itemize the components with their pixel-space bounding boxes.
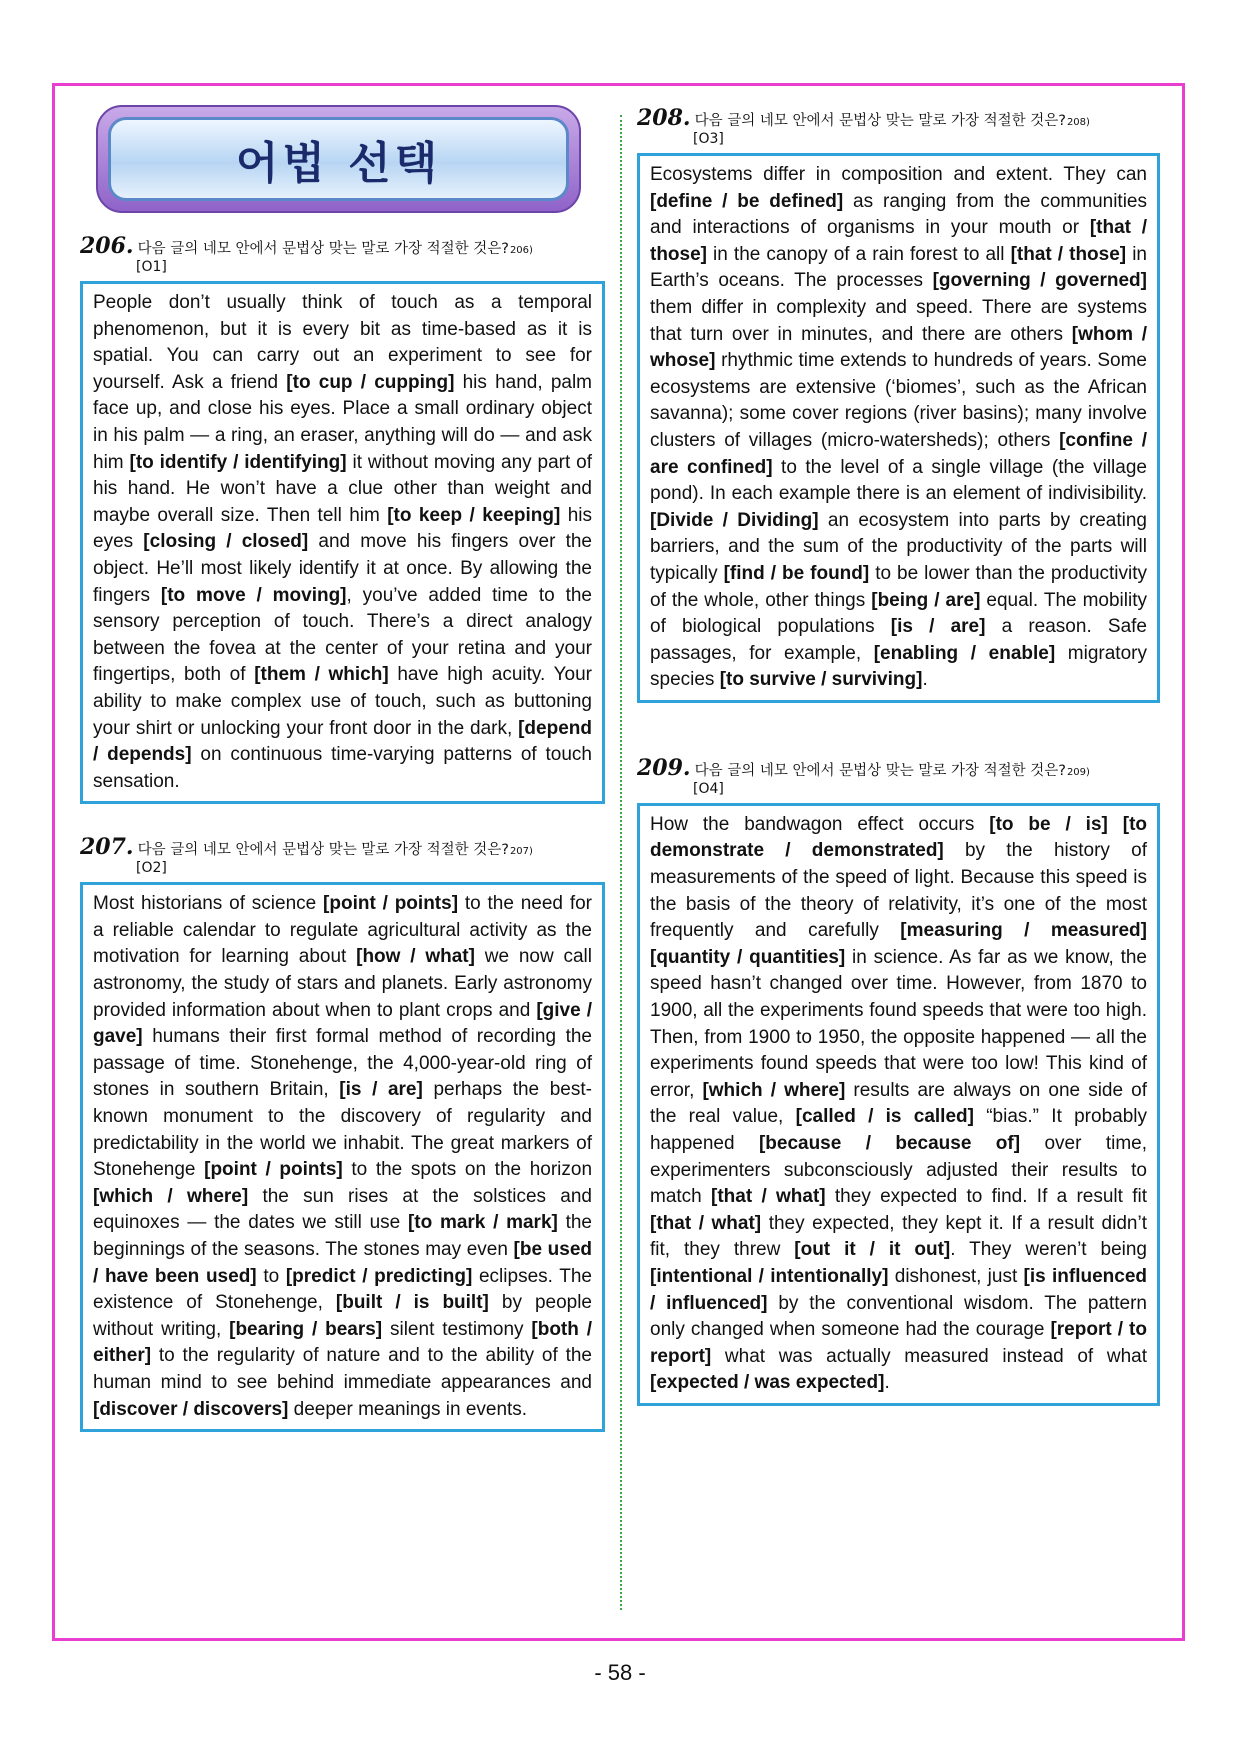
grammar-choice: [is / are]	[339, 1079, 423, 1101]
question-code: [O2]	[136, 860, 167, 877]
passage-text: what was actually measured instead of what	[711, 1345, 1147, 1367]
grammar-choice: [is influenced / influenced]	[650, 1265, 1148, 1314]
question-prompt: 다음 글의 네모 안에서 문법상 맞는 말로 가장 적절한 것은?	[694, 762, 1066, 779]
grammar-choice: [bearing / bears]	[229, 1318, 383, 1340]
passage-text: rhythmic time extends to hundreds of years. Some ecosystems are extensive (‘biomes’, such as the African savanna); some cover regions (river basins); many involve clusters of villages (micro-watersheds); others	[650, 350, 1147, 451]
grammar-choice: [built / is built]	[335, 1292, 489, 1314]
grammar-choice: [to be / is] [to demonstrate / demonstrated]	[650, 813, 1147, 862]
passage-text: silent testimony	[382, 1318, 532, 1340]
passage-text: an ecosystem into parts by creating barriers, and the sum of the productivity of the parts will typically	[650, 509, 1148, 584]
grammar-choice: [define / be defined]	[650, 190, 844, 212]
passage-text: as ranging from the communities and interactions of organisms in your mouth or	[650, 190, 1148, 239]
passage-text: equal. The mobility of biological populations	[650, 589, 1148, 638]
passage-text: People don’t usually think of touch as a temporal phenomenon, but it is every bit as time-based as it is spatial. You can carry out an experiment to see for yourself. Ask a friend	[93, 292, 592, 393]
question-number: 206.	[80, 233, 134, 259]
grammar-choice: [to move / moving]	[160, 584, 347, 606]
footnote-ref: 208)	[1066, 117, 1090, 128]
passage-text: they expected, they kept it. If a result didn’t fit, they threw	[650, 1212, 1147, 1261]
grammar-choice: [being / are]	[871, 589, 981, 611]
question-number: 208.	[637, 105, 691, 131]
passage-text: “bias.” It probably happened	[650, 1106, 1147, 1154]
passage-text: on continuous time-varying patterns of touch sensation.	[93, 744, 592, 792]
question-prompt: 다음 글의 네모 안에서 문법상 맞는 말로 가장 적절한 것은?	[137, 842, 509, 859]
question-prompt: 다음 글의 네모 안에서 문법상 맞는 말로 가장 적절한 것은?	[137, 241, 509, 257]
grammar-choice: [intentional / intentionally]	[650, 1265, 889, 1287]
question-207	[80, 834, 605, 1432]
question-209	[637, 755, 1160, 1406]
passage-text: have high acuity. Your ability to make complex use of touch, such as buttoning your shirt or unlocking your front door in the dark,	[93, 664, 592, 739]
grammar-choice: [is / are]	[890, 616, 986, 638]
grammar-choice: [to survive / surviving]	[719, 669, 923, 691]
passage-text: Ecosystems differ in composition and extent. They can	[650, 164, 1147, 185]
passage-text: humans their first formal method of recording the passage of time. Stonehenge, the 4,000-year-old ring of stones in southern Britain,	[93, 1026, 592, 1101]
passage-box	[637, 153, 1160, 703]
grammar-choice: [depend / depends]	[93, 717, 592, 766]
grammar-choice: [to mark / mark]	[407, 1212, 558, 1234]
grammar-choice: [out it / it out]	[794, 1239, 951, 1261]
passage-text: perhaps the best-known monument to the discovery of regularity and predictability in the world we inhabit. The great markers of Stonehenge	[93, 1079, 592, 1181]
passage-text: them differ in complexity and speed. There are systems that turn over in minutes, and there are others	[650, 296, 1147, 345]
question-206	[80, 233, 605, 804]
passage-text: a reason. Safe passages, for example,	[650, 616, 1147, 664]
grammar-choice: [confine / are confined]	[650, 429, 1147, 478]
passage-text: results are always on one side of the real value,	[650, 1079, 1147, 1128]
passage-text: over time, experimenters subconsciously adjusted their results to match	[650, 1133, 1147, 1208]
passage-text: , you’ve added time to the sensory perception of touch. There’s a direct analogy between the fovea at the center of your retina and your fingertips, both of	[93, 584, 592, 686]
passage-text: by the history of measurements of the speed of light. Because this speed is the basis of the theory of relativity, it’s one of the most frequently and carefully	[650, 840, 1147, 942]
passage-text: the sun rises at the solstices and equinoxes — the dates we still use	[93, 1185, 592, 1234]
footnote-ref: 209)	[1066, 766, 1090, 778]
passage-box	[637, 803, 1160, 1406]
grammar-choice: [because / because of]	[758, 1133, 1021, 1154]
footnote-ref: 207)	[509, 846, 533, 858]
grammar-choice: [which / where]	[702, 1079, 846, 1101]
grammar-choice: [to keep / keeping]	[387, 504, 561, 526]
passage-text: in science. As far as we know, the speed hasn’t changed over time. However, from 1870 to 1900, all the experiments found speeds that were too high. Then, from 1900 to 1950, the opposite happened — all the experiments found speeds that were too low! This kind of error,	[650, 946, 1148, 1101]
passage-text: in the canopy of a rain forest to all	[707, 243, 1011, 265]
page-number: - 58 -	[594, 1660, 646, 1685]
passage-text: .	[884, 1372, 890, 1394]
grammar-choice: [which / where]	[93, 1185, 249, 1207]
grammar-choice: [closing / closed]	[143, 531, 309, 553]
passage-text: his eyes	[93, 504, 592, 553]
grammar-choice: [enabling / enable]	[873, 642, 1056, 664]
passage-text: to	[256, 1265, 286, 1287]
question-208	[637, 105, 1160, 703]
passage-box	[80, 281, 605, 804]
question-code: [O3]	[693, 131, 724, 147]
question-number: 207.	[80, 834, 134, 861]
passage-text: his hand, palm face up, and close his eyes. Place a small ordinary object in his palm — a ring, an eraser, anything will do — and ask him	[93, 371, 592, 473]
grammar-choice: [that / what]	[650, 1212, 762, 1234]
grammar-choice: [governing / governed]	[932, 270, 1147, 292]
grammar-choice: [how / what]	[356, 946, 475, 968]
passage-text: the beginnings of the seasons. The stones may even	[93, 1212, 592, 1260]
passage-text: dishonest, just	[888, 1265, 1024, 1287]
left-column	[80, 105, 605, 1432]
column-divider	[620, 115, 622, 1610]
passage-text: to be lower than the productivity of the whole, other things	[650, 562, 1148, 611]
grammar-choice: [called / is called]	[795, 1106, 974, 1128]
question-prompt: 다음 글의 네모 안에서 문법상 맞는 말로 가장 적절한 것은?	[694, 113, 1066, 129]
grammar-choice: [to identify / identifying]	[129, 451, 347, 473]
passage-text: migratory species	[650, 642, 1147, 691]
grammar-choice: [expected / was expected]	[650, 1372, 885, 1394]
grammar-choice: [give / gave]	[93, 999, 593, 1048]
grammar-choice: [both / either]	[93, 1318, 593, 1367]
passage-text: by the conventional wisdom. The pattern only changed when someone had the courage	[650, 1292, 1147, 1341]
grammar-choice: [point / points]	[323, 893, 459, 915]
grammar-choice: [find / be found]	[723, 562, 870, 584]
passage-box	[80, 882, 605, 1432]
grammar-choice: [point / points]	[204, 1159, 343, 1181]
passage-text: by people without writing,	[93, 1292, 593, 1340]
grammar-choice: [that / those]	[650, 217, 1147, 265]
passage-text: we now call astronomy, the study of stars and planets. Early astronomy provided information about when to plant crops and	[93, 946, 592, 1021]
grammar-choice: [report / to report]	[650, 1319, 1147, 1367]
question-code: [O1]	[136, 259, 167, 275]
passage-text: .	[922, 669, 928, 691]
passage-text: to the need for a reliable calendar to regulate agricultural activity as the motivation for learning about	[93, 893, 592, 968]
footnote-ref: 206)	[509, 245, 533, 256]
passage-text: . They weren’t being	[950, 1239, 1148, 1261]
passage-text: eclipses. The existence of Stonehenge,	[93, 1265, 592, 1314]
grammar-choice: [predict / predicting]	[285, 1265, 473, 1287]
passage-text: to the level of a single village (the village pond). In each example there is an element of indivisibility.	[650, 456, 1147, 505]
passage-text: to the regularity of nature and to the ability of the human mind to see behind immediate appearances and	[93, 1345, 592, 1393]
grammar-choice: [them / which]	[254, 664, 389, 686]
question-code: [O4]	[693, 780, 724, 797]
title-banner	[96, 105, 581, 213]
passage-text: to the spots on the horizon	[342, 1159, 593, 1181]
passage-text: How the bandwagon effect occurs	[650, 813, 990, 835]
grammar-choice: [discover / discovers]	[93, 1398, 289, 1420]
passage-text: deeper meanings in events.	[288, 1398, 528, 1420]
grammar-choice: [be used / have been used]	[93, 1239, 592, 1287]
question-number: 209.	[637, 754, 691, 781]
page-title: 어법 선택	[235, 138, 442, 189]
grammar-choice: [that / what]	[711, 1186, 826, 1208]
passage-text: it without moving any part of his hand. He won’t have a clue other than weight and maybe overall size. Then tell him	[93, 451, 592, 526]
grammar-choice: [to cup / cupping]	[286, 371, 455, 393]
right-column	[637, 105, 1160, 1406]
passage-text: in Earth’s oceans. The processes	[650, 243, 1147, 292]
passage-text: they expected to find. If a result fit	[825, 1186, 1147, 1208]
grammar-choice: [Divide / Dividing]	[650, 509, 819, 531]
passage-text: and move his fingers over the object. He’ll most likely identify it at once. By allowing the fingers	[93, 531, 592, 606]
grammar-choice: [measuring / measured] [quantity / quantities]	[650, 920, 1147, 968]
passage-text: Most historians of science	[93, 893, 324, 915]
grammar-choice: [that / those]	[1010, 243, 1127, 265]
grammar-choice: [whom / whose]	[650, 323, 1147, 372]
